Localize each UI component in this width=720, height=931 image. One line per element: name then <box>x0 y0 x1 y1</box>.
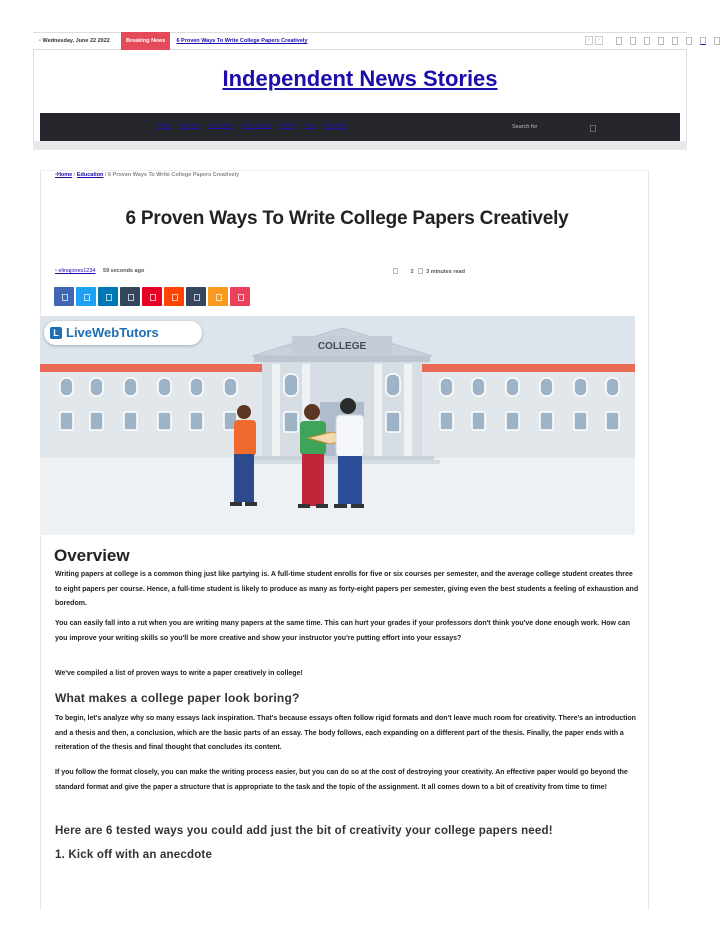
top-bar <box>33 32 687 50</box>
instagram-icon[interactable] <box>714 37 720 45</box>
youtube-icon[interactable] <box>700 37 706 45</box>
comment-count[interactable]: 2 <box>410 269 414 275</box>
share-facebook-button[interactable] <box>54 287 74 306</box>
breadcrumb-separator: / <box>73 172 77 178</box>
ticker-next-icon[interactable]: › <box>595 36 603 45</box>
breadcrumb <box>55 172 239 178</box>
breaking-news-label: Breaking News <box>121 32 170 50</box>
breadcrumb-home-label: Home <box>56 172 73 178</box>
ticker-arrows <box>585 36 603 45</box>
nav-item-health[interactable]: Health <box>280 123 295 129</box>
post-title: 6 Proven Ways To Write College Papers Creatively <box>125 208 569 229</box>
share-odnoklassniki-button[interactable] <box>208 287 228 306</box>
nav-menu <box>158 123 347 129</box>
facebook-icon[interactable] <box>616 37 622 45</box>
comment-icon <box>393 268 398 274</box>
site-title[interactable]: Independent News Stories <box>222 66 498 91</box>
share-pocket-button[interactable] <box>230 287 250 306</box>
paragraph: Writing papers at college is a common thing just like partying is. A full-time student enrolls for five or six courses per semester, and the average college student creates three to eight papers per course. Hence, a full-time student is likely to produce as many as forty-eight papers per semester, giving even the best students a feeling of exhaustion and boredom. <box>55 571 639 607</box>
clock-icon <box>418 268 423 274</box>
search-icon[interactable] <box>590 125 596 132</box>
brand-logo <box>44 321 202 345</box>
overview-heading: Overview <box>54 546 130 565</box>
user-icon: ▫ <box>55 268 57 274</box>
breadcrumb-home[interactable] <box>55 172 72 178</box>
nav-item-entertainment[interactable]: Entertainment <box>240 123 273 129</box>
pinterest-icon[interactable] <box>644 37 650 45</box>
share-vk-button[interactable] <box>186 287 206 306</box>
header-divider <box>33 141 687 150</box>
author-name: elinajones1234 <box>58 268 96 274</box>
search-input[interactable]: Search for <box>512 124 538 130</box>
twitter-icon[interactable] <box>630 37 636 45</box>
flickr-icon[interactable] <box>686 37 692 45</box>
section-heading: Here are 6 tested ways you could add just the bit of creativity your college papers need! <box>55 825 553 837</box>
social-links <box>616 37 720 45</box>
breadcrumb-separator: / <box>104 172 109 178</box>
share-pinterest-button[interactable] <box>142 287 162 306</box>
section-heading: What makes a college paper look boring? <box>55 691 300 705</box>
featured-image <box>40 316 635 535</box>
ticker-prev-icon[interactable]: ‹ <box>585 36 593 45</box>
read-time: 3 minutes read <box>426 269 465 275</box>
author-link[interactable] <box>55 268 96 274</box>
breaking-news-link[interactable]: 6 Proven Ways To Write College Papers Creatively <box>176 38 308 44</box>
date-text: Wednesday, June 22 2022 <box>42 38 110 44</box>
building-sign: COLLEGE <box>317 341 367 352</box>
main-navigation <box>40 113 680 141</box>
nav-item-business[interactable]: Business <box>179 123 200 129</box>
share-linkedin-button[interactable] <box>98 287 118 306</box>
home-icon: ▫ <box>55 172 57 178</box>
linkedin-icon[interactable] <box>672 37 678 45</box>
dribbble-icon[interactable] <box>658 37 664 45</box>
article-card <box>40 170 649 910</box>
current-date <box>33 38 121 44</box>
college-illustration <box>40 316 635 535</box>
brand-logo-text: LiveWebTutors <box>66 325 159 340</box>
nav-item-travel[interactable]: Travel <box>302 123 317 129</box>
nav-item-education[interactable]: Education <box>324 123 347 129</box>
nav-item-technology[interactable]: Technology <box>207 123 233 129</box>
section-heading: 1. Kick off with an anecdote <box>55 849 213 861</box>
share-buttons <box>54 287 250 306</box>
post-stats <box>393 268 465 275</box>
paragraph: To begin, let's analyze why so many essays lack inspiration. That's because essays often follow rigid formats and don't leave much room for creativity. There's an introduction and a thesis and then, a conclusion, which are the basic parts of an essay. The body follows, each expanding on a different part of the thesis. Finally, the paper ends with a reiteration of the thesis and final thought that concludes its content. <box>55 715 636 751</box>
paragraph: You can easily fall into a rut when you are writing many papers at the same time. This can hurt your grades if your professors don't think you've done enough work. How can you improve your writing skills so you'll be more creative and show your instructor you're putting effort into your essays? <box>55 620 630 642</box>
share-tumblr-button[interactable] <box>120 287 140 306</box>
post-time: 59 seconds ago <box>103 268 145 274</box>
post-meta <box>55 268 144 274</box>
breadcrumb-current: 6 Proven Ways To Write College Papers Creatively <box>108 172 240 178</box>
nav-item-home[interactable]: Home <box>158 123 172 129</box>
brand-logo-icon: L <box>50 327 62 339</box>
paragraph: We've compiled a list of proven ways to write a paper creatively in college! <box>55 670 303 677</box>
calendar-icon: ▫ <box>39 38 41 44</box>
paragraph: If you follow the format closely, you can make the writing process easier, but you can do so at the cost of destroying your creativity. An effective paper would go beyond the standard format and give the paper a structure that is appropriate to the task and the topic of the assignment. It all comes down to a bit of creativity from time to time! <box>55 769 628 791</box>
share-reddit-button[interactable] <box>164 287 184 306</box>
breadcrumb-category[interactable]: Education <box>76 172 104 178</box>
share-twitter-button[interactable] <box>76 287 96 306</box>
